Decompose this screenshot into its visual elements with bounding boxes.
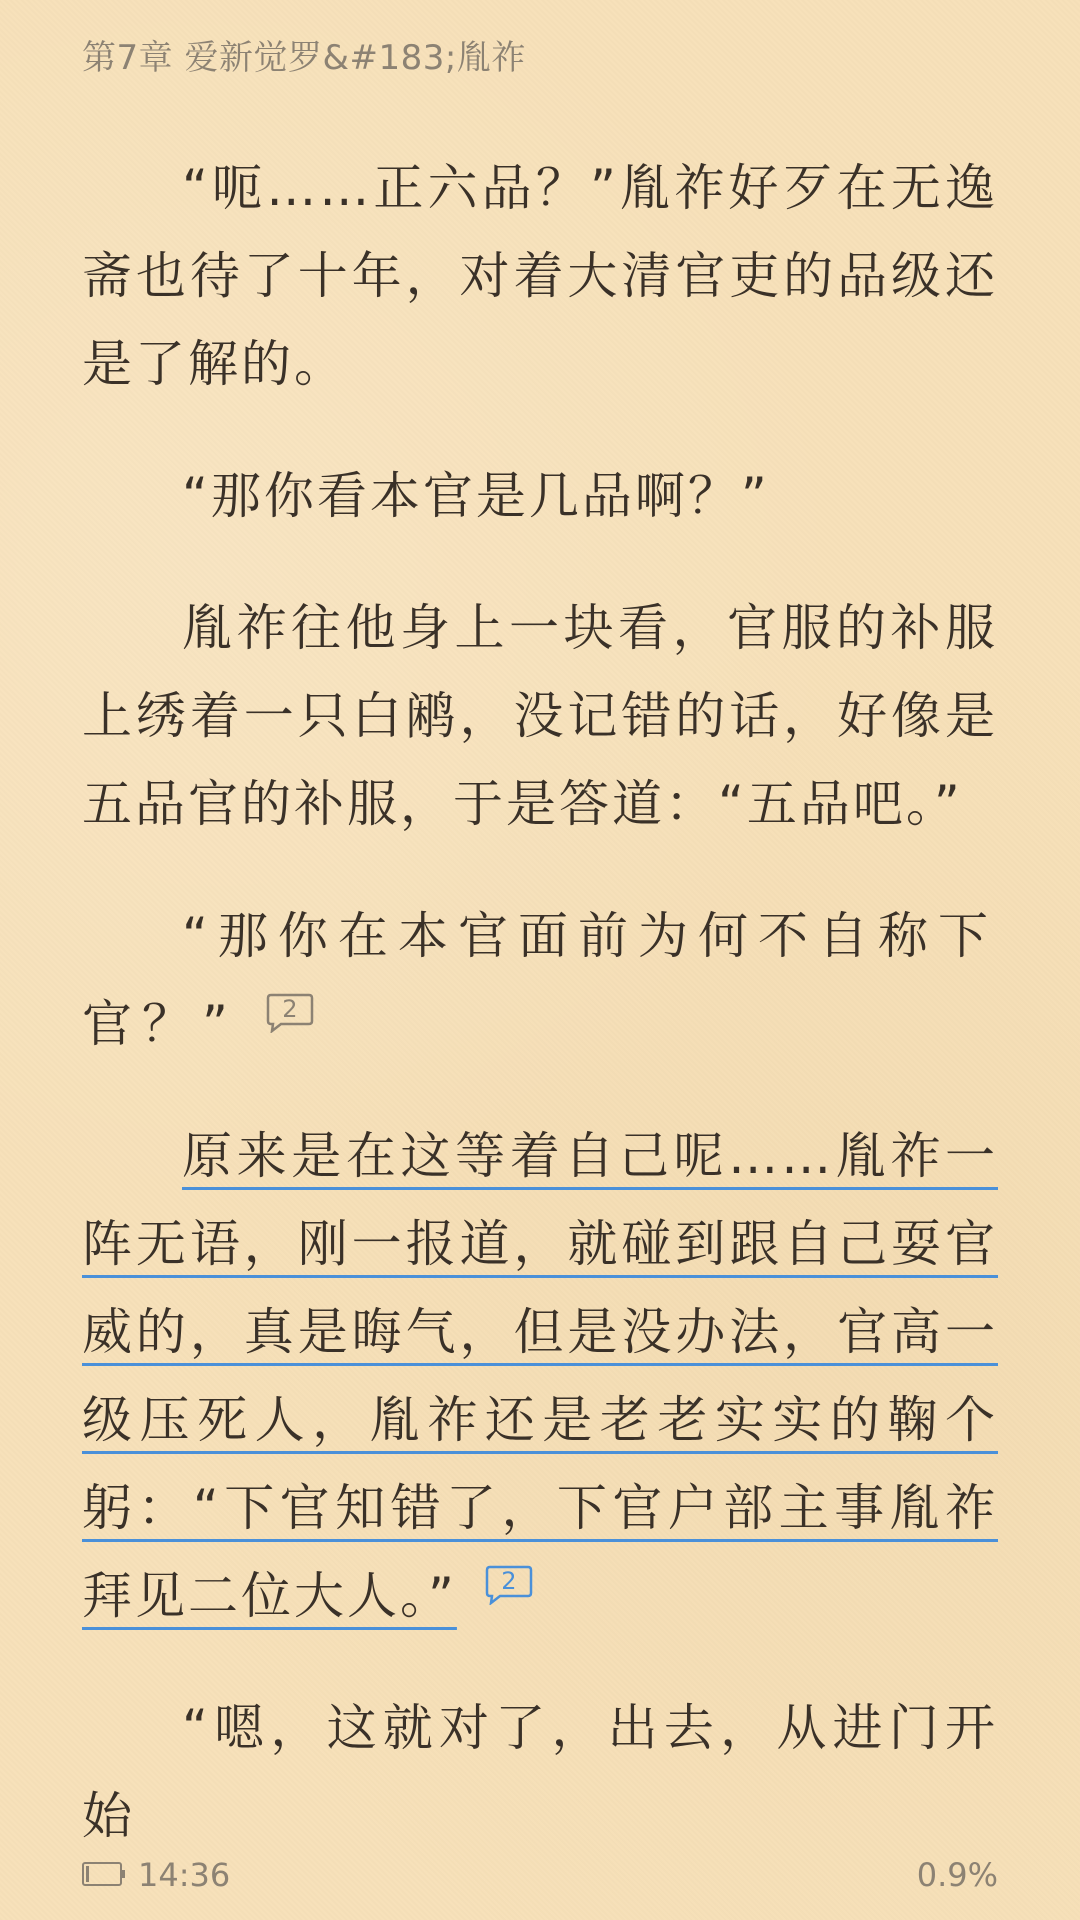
paragraph bbox=[82, 892, 998, 1068]
clock: 14:36 bbox=[138, 1856, 231, 1894]
paragraph bbox=[82, 452, 998, 540]
paragraph bbox=[82, 584, 998, 848]
paragraph-text: “那你在本官面前为何不自称下官？” bbox=[82, 907, 998, 1053]
comment-badge[interactable] bbox=[485, 1565, 533, 1603]
comment-count: 2 bbox=[501, 1567, 517, 1595]
paragraph-text: 胤祚往他身上一块看，官服的补服上绣着一只白鹇，没记错的话，好像是五品官的补服，于是答道：“五品吧。” bbox=[82, 599, 998, 833]
paragraph-text: “呃……正六品？”胤祚好歹在无逸斋也待了十年，对着大清官吏的品级还是了解的。 bbox=[82, 159, 998, 393]
paragraph bbox=[82, 1684, 998, 1860]
underlined-text[interactable]: 原来是在这等着自己呢……胤祚一阵无语，刚一报道，就碰到跟自己耍官威的，真是晦气，但是没办法，官高一级压死人，胤祚还是老老实实的鞠个躬：“下官知错了，下官户部主事胤祚拜见二位大人。” bbox=[82, 1127, 998, 1625]
paragraph-text: “那你看本官是几品啊？” bbox=[182, 467, 770, 525]
paragraph-text: “嗯，这就对了，出去，从进门开始 bbox=[82, 1699, 998, 1845]
battery-low-icon bbox=[82, 1862, 126, 1886]
reader-content[interactable] bbox=[82, 144, 998, 1904]
paragraph bbox=[82, 144, 998, 408]
comment-count: 2 bbox=[282, 995, 298, 1023]
comment-badge[interactable] bbox=[266, 993, 314, 1031]
chapter-title: 第7章 爱新觉罗&#183;胤祚 bbox=[82, 38, 526, 78]
paragraph-highlighted bbox=[82, 1112, 998, 1640]
status-bar bbox=[82, 1850, 998, 1900]
reading-progress: 0.9% bbox=[916, 1856, 998, 1894]
